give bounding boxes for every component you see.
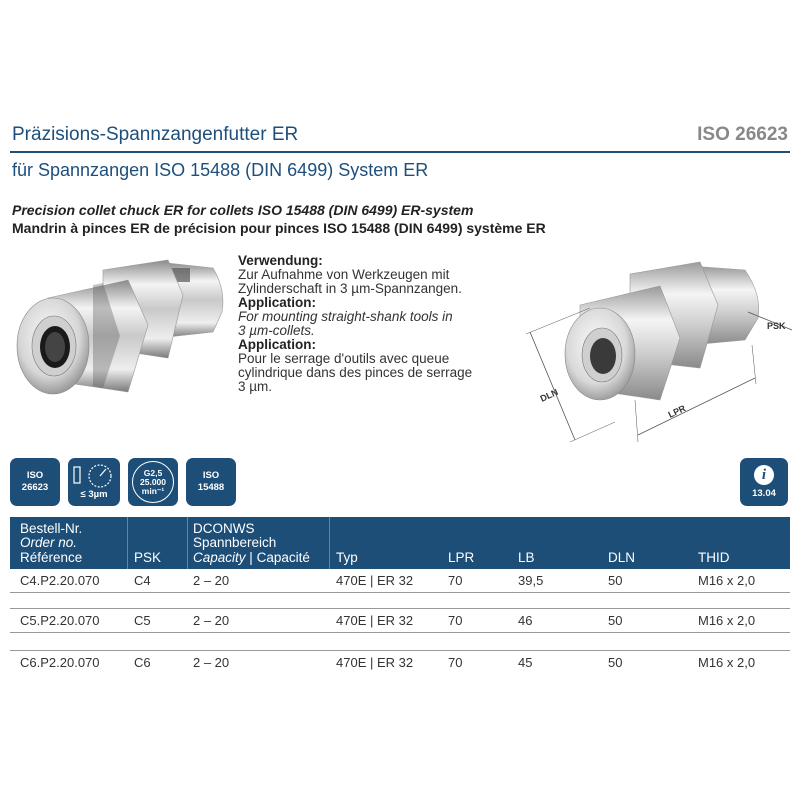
drawing-label-psk: PSK (767, 321, 786, 331)
description-block (238, 254, 528, 394)
runout-value: ≤ 3µm (80, 489, 108, 500)
cell-order: C6.P2.20.070 (20, 655, 100, 670)
badge-runout (68, 458, 120, 506)
cell-lb: 39,5 (518, 573, 544, 588)
description-de-line: Zylinderschaft in 3 µm-Spannzangen. (238, 281, 462, 296)
cell-capacity: 2 – 20 (193, 573, 230, 588)
cell-psk: C4 (134, 573, 151, 588)
col-header-order-de: Bestell-Nr. (20, 521, 83, 536)
table-header (10, 517, 790, 569)
description-en-heading: Application: (238, 295, 316, 310)
info-page-badge[interactable] (740, 458, 788, 506)
title-divider (10, 151, 790, 153)
column-divider (329, 517, 330, 569)
cell-thid: M16 x 2,0 (698, 573, 756, 588)
cell-typ: 470E | ER 32 (336, 613, 414, 628)
cell-thid: M16 x 2,0 (698, 655, 756, 670)
col-header-lpr: LPR (448, 550, 475, 565)
description-fr-line: Pour le serrage d'outils avec queue (238, 351, 450, 366)
description-fr-line: cylindrique dans des pinces de serrage (238, 365, 473, 380)
cell-dln: 50 (608, 613, 623, 628)
col-header-lb: LB (518, 550, 535, 565)
col-header-dln: DLN (608, 550, 636, 565)
col-header-psk: PSK (134, 550, 162, 565)
title-french: Mandrin à pinces ER de précision pour pinces ISO 15488 (DIN 6499) système ER (12, 220, 546, 236)
cell-dln: 50 (608, 655, 623, 670)
cell-lpr: 70 (448, 573, 463, 588)
cell-lpr: 70 (448, 655, 463, 670)
info-page-ref: 13.04 (752, 487, 776, 499)
drawing-label-lpr: LPR (666, 403, 688, 420)
cell-lb: 45 (518, 655, 533, 670)
row-divider (10, 592, 790, 593)
column-divider (127, 517, 128, 569)
page-subtitle: für Spannzangen ISO 15488 (DIN 6499) System ER (12, 160, 429, 180)
table-row (10, 655, 790, 671)
cell-capacity: 2 – 20 (193, 655, 230, 670)
col-header-typ: Typ (336, 550, 358, 565)
title-english: Precision collet chuck ER for collets ISO 15488 (DIN 6499) ER-system (12, 202, 474, 218)
badge-iso-26623: ISO 26623 (10, 458, 60, 506)
cell-typ: 470E | ER 32 (336, 655, 414, 670)
row-divider (10, 608, 790, 609)
badge-iso-15488: ISO 15488 (186, 458, 236, 506)
column-divider (187, 517, 188, 569)
standard-label: ISO 26623 (697, 124, 788, 145)
product-photo (8, 250, 230, 410)
cell-order: C4.P2.20.070 (20, 573, 100, 588)
badge-balance (128, 458, 178, 506)
cell-thid: M16 x 2,0 (698, 613, 756, 628)
cell-psk: C6 (134, 655, 151, 670)
technical-drawing (520, 250, 795, 445)
drawing-label-dln: DLN (538, 386, 560, 404)
dial-gauge-icon (72, 463, 116, 489)
cell-psk: C5 (134, 613, 151, 628)
row-divider (10, 632, 790, 633)
description-de-line: Zur Aufnahme von Werkzeugen mit (238, 267, 450, 282)
col-header-thid: THID (698, 550, 730, 565)
row-divider (10, 650, 790, 651)
table-row (10, 573, 790, 589)
table-row (10, 613, 790, 629)
description-en-line: For mounting straight-shank tools in (238, 309, 453, 324)
col-header-order-fr: Référence (20, 550, 83, 565)
cell-lpr: 70 (448, 613, 463, 628)
info-icon: i (754, 465, 774, 485)
page-title: Präzisions-Spannzangenfutter ER (12, 124, 299, 145)
cell-dln: 50 (608, 573, 623, 588)
cell-order: C5.P2.20.070 (20, 613, 100, 628)
col-header-capacity-de: Spannbereich (193, 535, 277, 550)
col-header-dconws: DCONWS (193, 521, 255, 536)
col-header-order-en: Order no. (20, 535, 78, 550)
cell-typ: 470E | ER 32 (336, 573, 414, 588)
cell-capacity: 2 – 20 (193, 613, 230, 628)
description-de-heading: Verwendung: (238, 253, 323, 268)
balance-circle-icon: G2,5 25.000 min⁻¹ (132, 461, 174, 503)
col-header-capacity: Capacity | Capacité (193, 550, 310, 565)
cell-lb: 46 (518, 613, 533, 628)
description-en-line: 3 µm-collets. (238, 323, 315, 338)
description-fr-heading: Application: (238, 337, 316, 352)
description-fr-line: 3 µm. (238, 379, 273, 394)
